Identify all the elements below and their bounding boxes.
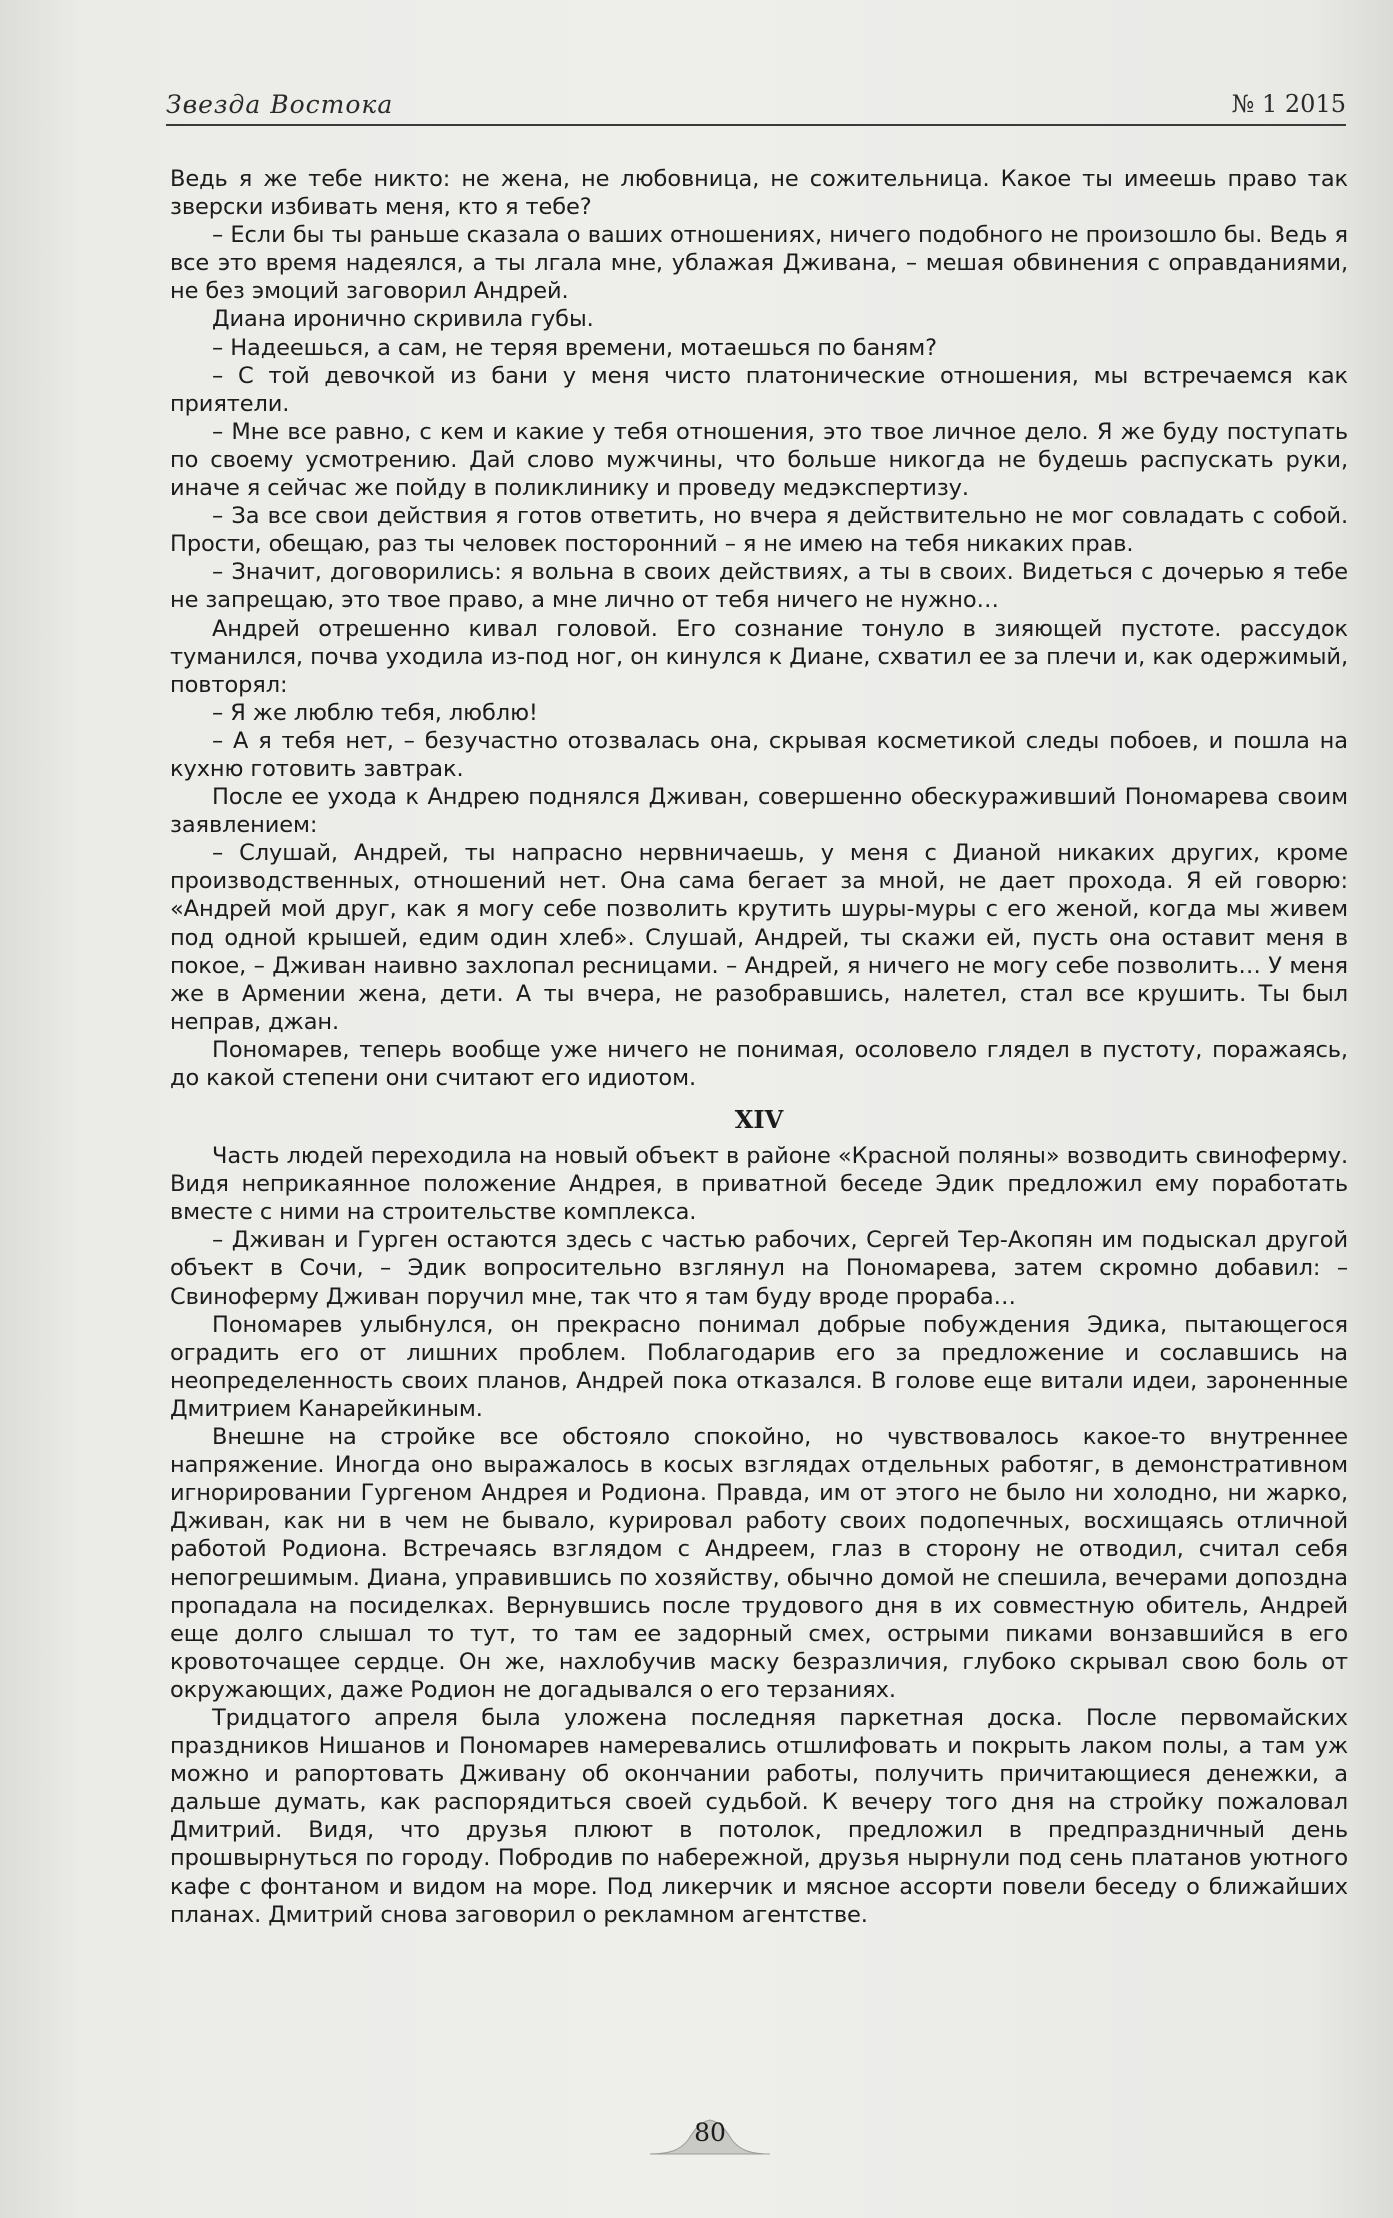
paragraph: – Я же люблю тебя, люблю!: [212, 699, 538, 726]
chapter-heading: XIV: [734, 1105, 784, 1135]
text-body: [170, 165, 1348, 1929]
paragraph: – С той девочкой из бани у меня чисто платонические отношения, мы встречаемся как приятели.: [170, 362, 1348, 417]
paragraph: Диана иронично скривила губы.: [212, 306, 594, 333]
paragraph: Часть людей переходила на новый объект в районе «Красной поляны» возводить свиноферму. Видя неприкаянное положение Андрея, в приватной беседе Эдик предложил ему поработать вместе с ними на строительстве комплекса.: [170, 1143, 1348, 1226]
paragraph: – Значит, договорились: я вольна в своих действиях, а ты в своих. Видеться с дочерью я тебе не запрещаю, это твое право, а мне лично от тебя ничего не нужно…: [170, 559, 1348, 614]
paragraph: Пономарев, теперь вообще уже ничего не понимая, осоловело глядел в пустоту, поражаясь, до какой степени они считают его идиотом.: [170, 1036, 1348, 1091]
paragraph: – Если бы ты раньше сказала о ваших отношениях, ничего подобного не произошло бы. Ведь я все это время надеялся, а ты лгала мне, ублажая Дживана, – мешая обвинения с оправданиями, не без эмоций заговорил Андрей.: [170, 222, 1348, 305]
paragraph: Тридцатого апреля была уложена последняя паркетная доска. После первомайских праздников Нишанов и Пономарев намеревались отшлифовать и покрыть лаком полы, а там уж можно и рапортовать Дживану об окончании работы, получить причитающиеся денежки, а дальше думать, как распорядиться своей судьбой. К вечеру того дня на стройку пожаловал Дмитрий. Видя, что друзья плюют в потолок, предложил в предпраздничный день прошвырнуться по городу. Побродив по набережной, друзья нырнули под сень платанов уютного кафе с фонтаном и видом на море. Под ликерчик и мясное ассорти повели беседу о ближайших планах. Дмитрий снова заговорил о рекламном агентстве.: [170, 1704, 1348, 1928]
paragraph: – Надеешься, а сам, не теряя времени, мотаешься по баням?: [212, 334, 937, 361]
paragraph: Ведь я же тебе никто: не жена, не любовница, не сожительница. Какое ты имеешь право так зверски избивать меня, кто я тебе?: [170, 166, 1348, 221]
paragraph: Внешне на стройке все обстояло спокойно, но чувствовалось какое-то внутреннее напряжение. Иногда оно выражалось в косых взглядах отдельных работяг, в демонстративном игнорировании Гургеном Андрея и Родиона. Правда, им от этого не было ни холодно, ни жарко, Дживан, как ни в чем не бывало, курировал работу своих подопечных, восхищаясь отличной работой Родиона. Встречаясь взглядом с Андреем, глаз в сторону не отводил, считал себя непогрешимым. Диана, управившись по хозяйству, обычно домой не спешила, вечерами допоздна пропадала на посиделках. Вернувшись после трудового дня в их совместную обитель, Андрей еще долго слышал то тут, то там ее задорный смех, острыми пиками вонзавшийся в его кровоточащее сердце. Он же, нахлобучив маску безразличия, глубоко скрывал свою боль от окружающих, даже Родион не догадывался о его терзаниях.: [170, 1424, 1348, 1703]
running-header: [166, 88, 1346, 126]
paragraph: – За все свои действия я готов ответить, но вчера я действительно не мог совладать с собой. Прости, обещаю, раз ты человек посторонний – я не имею на тебя никаких прав.: [170, 503, 1348, 558]
paragraph: – А я тебя нет, – безучастно отозвалась она, скрывая косметикой следы побоев, и пошла на кухню готовить завтрак.: [170, 727, 1348, 782]
page-number-ornament: [640, 2110, 780, 2160]
issue-info: № 1 2015: [1231, 90, 1346, 118]
paragraph: Андрей отрешенно кивал головой. Его сознание тонуло в зияющей пустоте. рассудок туманился, почва уходила из-под ног, он кинулся к Диане, схватил ее за плечи и, как одержимый, повторял:: [170, 615, 1348, 698]
page-number: 80: [694, 2118, 726, 2147]
paragraph: – Слушай, Андрей, ты напрасно нервничаешь, у меня с Дианой никаких других, кроме производственных, отношений нет. Она сама бегает за мной, не дает прохода. Я ей говорю: «Андрей мой друг, как я могу себе позволить крутить шуры-муры с его женой, когда мы живем под одной крышей, едим один хлеб». Слушай, Андрей, ты скажи ей, пусть она оставит меня в покое, – Дживан наивно захлопал ресницами. – Андрей, я ничего не могу себе позволить… У меня же в Армении жена, дети. А ты вчера, не разобравшись, налетел, стал все крушить. Ты был неправ, джан.: [170, 840, 1348, 1035]
journal-title: Звезда Востока: [166, 90, 394, 119]
paragraph: – Дживан и Гурген остаются здесь с частью рабочих, Сергей Тер-Акопян им подыскал другой объект в Сочи, – Эдик вопросительно взглянул на Пономарева, затем скромно добавил: – Свиноферму Дживан поручил мне, так что я там буду вроде прораба…: [170, 1227, 1348, 1310]
paragraph: После ее ухода к Андрею поднялся Дживан, совершенно обескураживший Пономарева своим заявлением:: [170, 784, 1348, 839]
paragraph: – Мне все равно, с кем и какие у тебя отношения, это твое личное дело. Я же буду поступать по своему усмотрению. Дай слово мужчины, что больше никогда не будешь распускать руки, иначе я сейчас же пойду в поликлинику и проведу медэкспертизу.: [170, 418, 1348, 502]
paragraph: Пономарев улыбнулся, он прекрасно понимал добрые побуждения Эдика, пытающегося оградить его от лишних проблем. Поблагодарив его за предложение и сославшись на неопределенность своих планов, Андрей пока отказался. В голове еще витали идеи, зароненные Дмитрием Канарейкиным.: [170, 1311, 1348, 1422]
